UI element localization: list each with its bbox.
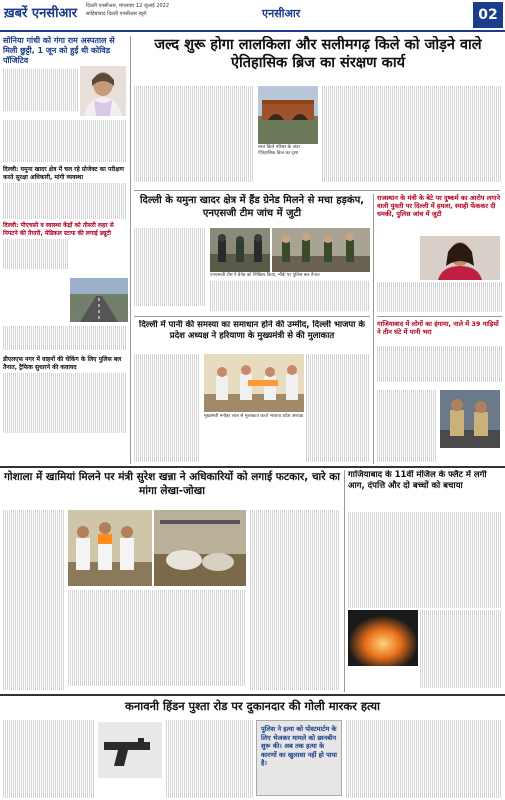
story-ghaziabad-headline-box xyxy=(377,320,502,344)
ghaziabad-headline: गाजियाबाद में लोगों का हंगामा, नाले में 39 गाड़ियों ने तीन घंटे में पानी भरा xyxy=(377,320,499,336)
meeting-photo xyxy=(204,354,304,412)
dateline: दिल्ली एनसीआर, मंगलवार 12 जुलाई 2022 साहिबाबाद दिल्ली एनसीआर ब्यूरो xyxy=(86,3,170,17)
murder-text-1 xyxy=(3,720,95,798)
goshala-text-1 xyxy=(3,510,65,690)
lead-story-text-1 xyxy=(134,86,254,186)
goshala-headline: गोशाला में खामियां मिलने पर मंत्री सुरेश खन्ना ने अधिकारियों को लगाई फटकार, चारे का मांगा लेखा-जोखा xyxy=(4,471,340,497)
murder-text-3 xyxy=(346,720,502,798)
story-rajasthan-headline-box xyxy=(377,194,502,234)
story-sonia-text xyxy=(3,69,79,111)
grenade-photo-caption: एनएसजी टीम ने ग्रेनेड को निष्क्रिय किया, मौके पर पुलिस बल तैनात xyxy=(210,273,370,279)
sonia-gandhi-photo xyxy=(80,66,126,116)
nsg-team-photo xyxy=(210,228,270,272)
highway-photo xyxy=(70,278,128,322)
murder-pull-quote: पुलिस ने हत्या को पोस्टमार्टम के लिए भेजकर मामले को छानबीन शुरू की। अब तक हत्या के कारणों का खुलासा नहीं हो पाया है। xyxy=(256,720,342,796)
left-column-bottom xyxy=(3,326,127,466)
fire-text-1 xyxy=(348,512,502,608)
story-fire-headline-box xyxy=(348,470,502,508)
lead-story-text-2 xyxy=(322,86,502,186)
ghaziabad-text-1 xyxy=(377,346,502,386)
murder-headline: कनावनी हिंडन पुश्ता रोड पर दुकानदार की गोली मारकर हत्या xyxy=(125,699,380,713)
lead-story-headline-box xyxy=(134,36,502,82)
story-murder-headline-box xyxy=(3,698,502,716)
water-headline: दिल्ली में पानी की समस्या का समाधान होने की उम्मीद, दिल्ली भाजपा के प्रदेश अध्यक्ष ने हरियाणा के मुख्यमंत्री से की मुलाकात xyxy=(139,320,365,341)
story-grenade-headline-box xyxy=(134,194,370,224)
section-name: एनसीआर xyxy=(262,7,301,20)
lead-headline: जल्द शुरू होगा लालकिला और सलीमगढ़ किले को जोड़ने वाले ऐतिहासिक ब्रिज का संरक्षण कार्य xyxy=(154,37,482,71)
story-sonia-headline: सोनिया गांधी को गंगा राम अस्पताल से मिली छुट्टी, 1 जून को हुईं थी कोविड पॉजिटिव xyxy=(3,36,115,65)
fire-flat-photo xyxy=(348,610,418,666)
grenade-headline: दिल्ली के यमुना खादर क्षेत्र में हैंड ग्रेनेड मिलने से मचा हड़कंप, एनएसजी टीम जांच में जुटी xyxy=(139,195,365,219)
story-goshala-headline-box xyxy=(3,470,341,506)
left-subhead-3: डीएलएफ नगर में वाहनों की चेकिंग के लिए पुलिस बल तैनात, ट्रैफिक सुधारने की कवायद xyxy=(3,356,122,371)
police-officers-photo xyxy=(440,390,500,448)
grenade-text-2 xyxy=(210,281,370,313)
murder-text-2 xyxy=(166,720,254,798)
page-number: 02 xyxy=(473,2,503,28)
gun-photo xyxy=(98,722,162,778)
rajasthan-text xyxy=(377,282,502,312)
police-photo xyxy=(272,228,370,272)
grenade-text-1 xyxy=(134,228,206,312)
rajasthan-headline: राजस्थान के मंत्री के बेटे पर दुष्कर्म का आरोप लगाने वाली युवती पर दिल्ली में हमला, स्याही फेंककर दी धमकी, पुलिस जांच में जुटी xyxy=(377,194,501,218)
newspaper-logo: ख़बरें एनसीआर xyxy=(4,6,78,21)
goshala-text-2 xyxy=(68,590,246,690)
left-subhead-2: दिल्ली: पीएचसी व स्वास्थ्य केंद्रों को तीसरी लहर से निपटने की तैयारी, मेडिकल स्टाफ की लगाई ड्यूटी xyxy=(3,222,114,237)
woman-portrait-photo xyxy=(420,236,500,280)
cow-shelter-photo xyxy=(154,510,246,586)
fire-text-2 xyxy=(420,610,502,690)
meeting-photo-caption: मुख्यमंत्री मनोहर लाल से मुलाकात करते भाजपा प्रदेश अध्यक्ष xyxy=(204,414,303,419)
minister-photo xyxy=(68,510,152,586)
goshala-text-3 xyxy=(250,510,340,690)
fire-headline: गाजियाबाद के 11वीं मंजिल के फ्लैट में लगी आग, दंपत्ति और दो बच्चों को बचाया xyxy=(348,470,487,491)
masthead xyxy=(0,0,505,32)
water-text-1 xyxy=(134,354,200,462)
ghaziabad-text-2 xyxy=(377,390,437,462)
bridge-photo xyxy=(258,86,318,144)
left-subhead-1: दिल्ली: यमुना खादर क्षेत्र में चल रहे प्रोजेक्ट का परीक्षण करते सुरक्षा अधिकारी, मांगी व्यवस्था xyxy=(3,166,124,181)
water-text-2 xyxy=(306,354,370,462)
story-water-headline-box xyxy=(134,320,370,350)
bridge-photo-caption: लाल किले परिसर के अंदर ऐतिहासिक ब्रिज का दृश्य xyxy=(258,145,318,156)
